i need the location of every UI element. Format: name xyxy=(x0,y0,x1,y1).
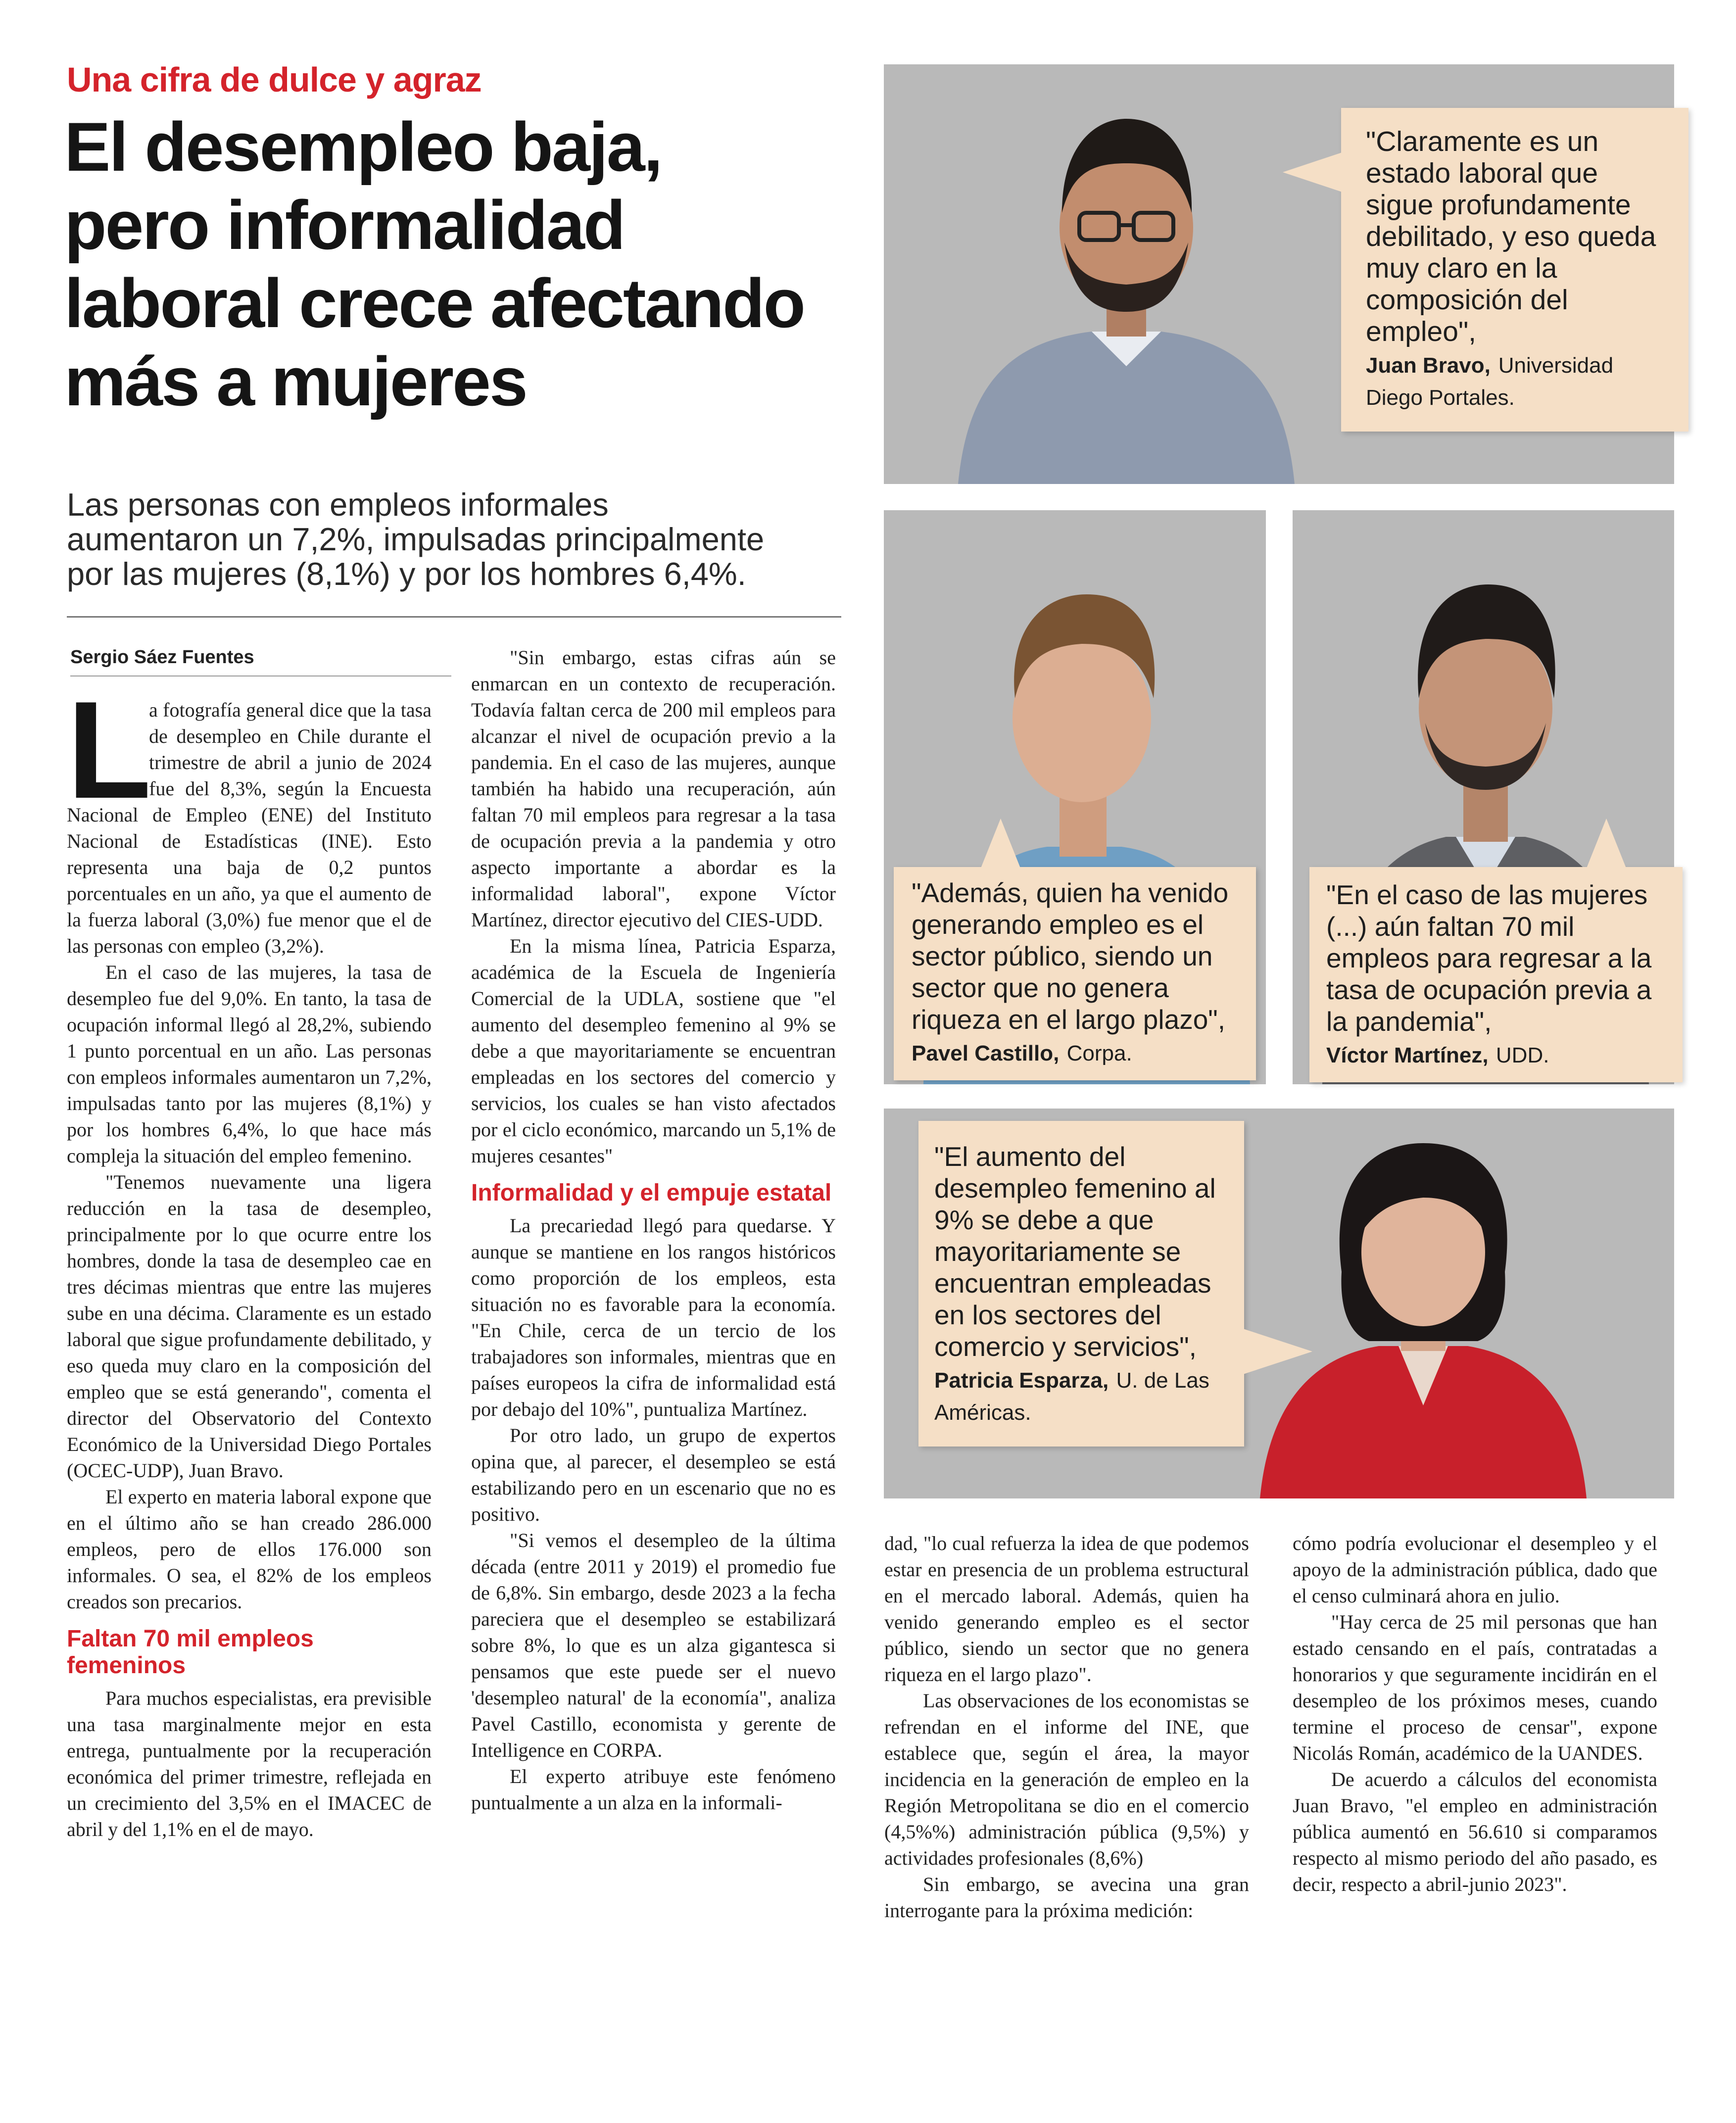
subtitle-line: por las mujeres (8,1%) y por los hombres 6,4%. xyxy=(67,556,746,592)
article-column-3 xyxy=(884,1530,1249,1924)
headline xyxy=(64,108,876,421)
pull-quote-victor-martinez xyxy=(1309,867,1683,1082)
headline-line: El desempleo baja, xyxy=(64,108,662,186)
quote-tail xyxy=(1283,152,1342,192)
headline-line: pero informalidad xyxy=(64,186,625,264)
divider xyxy=(67,616,841,618)
quote-author: Pavel Castillo, xyxy=(912,1041,1060,1065)
quote-text: "En el caso de las mujeres (...) aún faltan 70 mil empleos para regresar a la tasa de ocupación previa a la pandemia", xyxy=(1326,879,1652,1037)
paragraph: En el caso de las mujeres, la tasa de desempleo fue del 9,0%. En tanto, la tasa de ocupación informal llegó al 28,2%, subiendo 1 punto porcentual en un año. Las personas con empleos informales aumentaron un 7,2%, impulsadas tanto por las mujeres (8,1%) y por los hombres 6,4%, lo que hace más compleja la situación del empleo femenino. xyxy=(67,961,432,1167)
photo-juan-bravo xyxy=(884,64,1674,484)
subtitle xyxy=(67,487,854,591)
paragraph-text: a fotografía general dice que la tasa de desempleo en Chile durante el trimestre de abril a junio de 2024 fue del 8,3%, según la Encuesta Nacional de Empleo (ENE) del Instituto Nacional de Estadísticas (INE). Esto representa una baja de 0,2 puntos porcentuales en un año, ya que el aumento de la fuerza laboral (3,0%) fue menor que el de las personas con empleo (3,2%). xyxy=(67,699,432,957)
drop-cap: L xyxy=(67,673,152,827)
paragraph: La precariedad llegó para quedarse. Y aunque se mantiene en los rangos históricos como proporción de los empleos, esta situación no es favorable para la economía. "En Chile, cerca de un tercio de los trabajadores son informales, mientras que en países europeos la cifra de informalidad está por debajo del 10%", puntualiza Martínez. xyxy=(471,1214,836,1420)
paragraph: De acuerdo a cálculos del economista Juan Bravo, "el empleo en administración pública aumentó en 56.610 si comparamos respecto al mismo periodo del año pasado, es decir, respecto a abril-junio 2023". xyxy=(1293,1768,1657,1895)
photo-patricia-esparza xyxy=(884,1109,1674,1498)
subtitle-line: aumentaron un 7,2%, impulsadas principalmente xyxy=(67,521,765,557)
paragraph: Por otro lado, un grupo de expertos opina que, al parecer, el desempleo se está estabilizando pero en un escenario que no es positivo. xyxy=(471,1424,836,1525)
quote-author: Víctor Martínez, xyxy=(1326,1043,1489,1067)
quote-text: "Claramente es un estado laboral que sigue profundamente debilitado, y eso queda muy claro en la composición del empleo", xyxy=(1366,126,1656,347)
quote-tail xyxy=(981,819,1020,868)
article-column-1 xyxy=(67,673,432,1842)
headline-line: laboral crece afectando xyxy=(64,264,804,342)
section-heading: Faltan 70 mil empleos femeninos xyxy=(67,1626,314,1679)
paragraph: Las observaciones de los economistas se refrendan en el informe del INE, que establece que, según el área, la mayor incidencia en la generación de empleo en la Región Metropolitana se dio en el comercio (4,5%%) administración pública (9,5%) y actividades profesionales (8,6%) xyxy=(884,1689,1249,1869)
photo-victor-martinez xyxy=(1293,510,1674,1084)
quote-author: Juan Bravo, xyxy=(1366,353,1491,378)
quote-affiliation: UDD. xyxy=(1495,1043,1549,1067)
paragraph: "Tenemos nuevamente una ligera reducción en la tasa de desempleo, principalmente por lo que ocurre entre los hombres, donde la tasa de desempleo cae en tres décimas mientras que entre las mujeres sube en una décima. Claramente es un estado laboral que sigue profundamente debilitado, y eso queda muy claro en la composición del empleo que se está generando", comenta el director del Observatorio del Contexto Económico de la Universidad Diego Portales (OCEC-UDP), Juan Bravo. xyxy=(67,1171,432,1482)
paragraph: dad, "lo cual refuerza la idea de que podemos estar en presencia de un problema estructural en el mercado laboral. Además, quien ha venido generando empleo es el sector público, siendo un sector que no genera riqueza en el largo plazo". xyxy=(884,1532,1249,1686)
article-column-4 xyxy=(1293,1530,1657,1897)
pull-quote-juan-bravo xyxy=(1341,108,1688,432)
pull-quote-pavel-castillo xyxy=(894,867,1256,1080)
paragraph: "Si vemos el desempleo de la última década (entre 2011 y 2019) el promedio fue de 6,8%. Sin embargo, desde 2023 a la fecha pareciera que el desempleo se estabilizará sobre 8%, lo que es un alza gigantesca si pensamos que este puede ser el nuevo 'desempleo natural' de la economía", analiza Pavel Castillo, economista y gerente de Intelligence en CORPA. xyxy=(471,1529,836,1761)
pull-quote-patricia-esparza xyxy=(918,1121,1244,1447)
quote-text: "Además, quien ha venido generando empleo es el sector público, siendo un sector que no genera riqueza en el largo plazo", xyxy=(912,877,1229,1035)
headline-line: más a mujeres xyxy=(64,342,527,420)
photo-pavel-castillo xyxy=(884,510,1266,1084)
quote-affiliation: U. de Las Américas. xyxy=(934,1368,1209,1425)
byline: Sergio Sáez Fuentes xyxy=(70,647,254,668)
paragraph: cómo podría evolucionar el desempleo y el apoyo de la administración pública, dado que el censo culminará ahora en julio. xyxy=(1293,1532,1657,1607)
quote-affiliation: Universidad Diego Portales. xyxy=(1366,353,1614,410)
quote-author: Patricia Esparza, xyxy=(934,1368,1109,1393)
paragraph: El experto en materia laboral expone que en el último año se han creado 286.000 empleos, pero de ellos 176.000 son informales. O sea, el 82% de los empleos creados son precarios. xyxy=(67,1486,432,1613)
paragraph: Sin embargo, se avecina una gran interrogante para la próxima medición: xyxy=(884,1873,1249,1922)
quote-text: "El aumento del desempleo femenino al 9% se debe a que mayoritariamente se encuentran empleadas en los sectores del comercio y servicios", xyxy=(934,1141,1216,1362)
article-column-2 xyxy=(471,644,836,1816)
paragraph: "Sin embargo, estas cifras aún se enmarcan en un contexto de recuperación. Todavía faltan cerca de 200 mil empleos para alcanzar el nivel de ocupación previo a la pandemia. En el caso de las mujeres, aunque también ha habido una recuperación, aún faltan 70 mil empleos para regresar a la tasa de ocupación previa a la pandemia y otro aspecto importante a abordar es la informalidad laboral", expone Víctor Martínez, director ejecutivo del CIES-UDD. xyxy=(471,646,836,931)
kicker: Una cifra de dulce y agraz xyxy=(67,60,482,99)
quote-tail xyxy=(1587,819,1626,868)
paragraph: "Hay cerca de 25 mil personas que han estado censando en el país, contratadas a honorarios y que seguramente incidirán en el desempleo de los próximos meses, cuando termine el proceso de censar", expone Nicolás Román, académico de la UANDES. xyxy=(1293,1611,1657,1764)
quote-tail xyxy=(1243,1329,1312,1374)
paragraph: Para muchos especialistas, era previsible una tasa marginalmente mejor en esta entrega, puntualmente por la recuperación económica del primer trimestre, reflejada en un crecimiento del 3,5% en el IMACEC de abril y del 1,1% en el de mayo. xyxy=(67,1687,432,1840)
paragraph: En la misma línea, Patricia Esparza, académica de la Escuela de Ingeniería Comercial de la UDLA, sostiene que "el aumento del desempleo femenino al 9% se debe a que mayoritariamente se encuentran empleadas en los sectores del comercio y servicios, los cuales se han visto afectados por el ciclo económico, marcando un 5,1% de mujeres cesantes" xyxy=(471,935,836,1167)
section-heading: Informalidad y el empuje estatal xyxy=(471,1180,832,1206)
quote-affiliation: Corpa. xyxy=(1066,1041,1132,1065)
paragraph xyxy=(67,673,432,959)
subtitle-line: Las personas con empleos informales xyxy=(67,486,609,523)
paragraph: El experto atribuye este fenómeno puntualmente a un alza en la informali- xyxy=(471,1765,836,1814)
